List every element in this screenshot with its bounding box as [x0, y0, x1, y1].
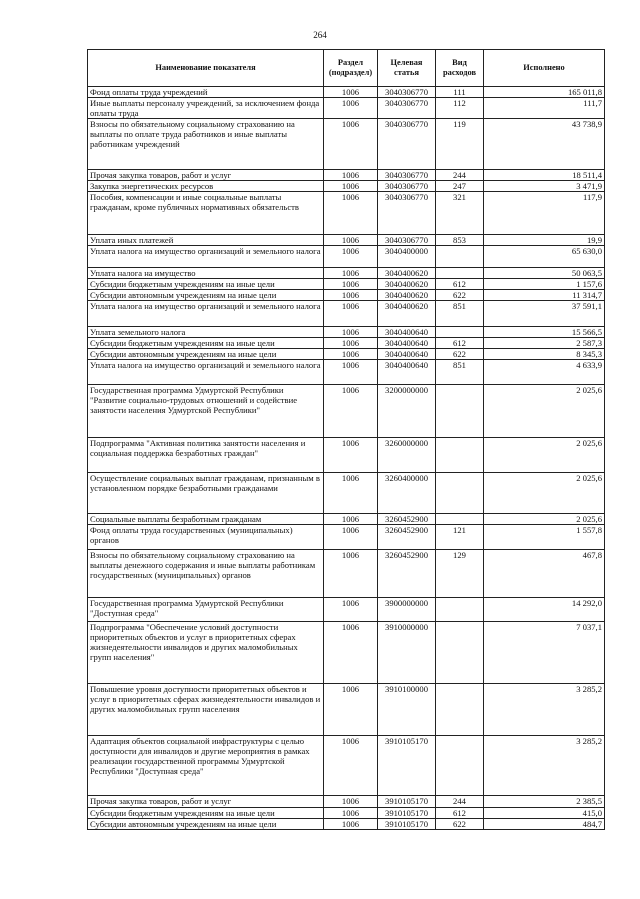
- row-value: 2 385,5: [484, 796, 605, 808]
- row-section: 1006: [324, 349, 378, 360]
- row-value: 43 738,9: [484, 119, 605, 170]
- row-article: 3910105170: [378, 819, 436, 830]
- row-value: 50 063,5: [484, 268, 605, 279]
- row-type: 612: [436, 338, 484, 349]
- table-row: [88, 808, 605, 819]
- row-type: 244: [436, 796, 484, 808]
- row-article: 3260452900: [378, 550, 436, 598]
- row-name: Уплата налога на имущество организаций и земельного налога: [88, 301, 324, 327]
- row-type: [436, 438, 484, 473]
- row-article: 3200000000: [378, 385, 436, 438]
- row-name: Субсидии автономным учреждениям на иные цели: [88, 819, 324, 830]
- row-type: 247: [436, 181, 484, 192]
- row-type: 129: [436, 550, 484, 598]
- table-row: [88, 349, 605, 360]
- table-row: [88, 268, 605, 279]
- table-row: [88, 181, 605, 192]
- row-section: 1006: [324, 622, 378, 684]
- table-row: [88, 235, 605, 246]
- row-value: 1 157,6: [484, 279, 605, 290]
- header-type: Вид расходов: [436, 50, 484, 87]
- row-value: 11 314,7: [484, 290, 605, 301]
- row-name: Прочая закупка товаров, работ и услуг: [88, 796, 324, 808]
- row-type: 622: [436, 819, 484, 830]
- row-value: 18 511,4: [484, 170, 605, 181]
- row-name: Осуществление социальных выплат гражданам, признанным в установленном порядке безработными гражданами: [88, 473, 324, 514]
- row-section: 1006: [324, 808, 378, 819]
- row-value: 19,9: [484, 235, 605, 246]
- header-value: Исполнено: [484, 50, 605, 87]
- row-article: 3910105170: [378, 796, 436, 808]
- table-row: [88, 796, 605, 808]
- table-row: [88, 819, 605, 830]
- row-article: 3910105170: [378, 736, 436, 796]
- table-row: [88, 119, 605, 170]
- page-number: 264: [313, 30, 327, 40]
- row-name: Уплата земельного налога: [88, 327, 324, 338]
- row-type: 111: [436, 87, 484, 98]
- row-section: 1006: [324, 819, 378, 830]
- table-row: [88, 550, 605, 598]
- row-value: 7 037,1: [484, 622, 605, 684]
- row-value: 2 025,6: [484, 473, 605, 514]
- row-section: 1006: [324, 301, 378, 327]
- row-type: 612: [436, 279, 484, 290]
- row-type: [436, 473, 484, 514]
- row-article: 3260400000: [378, 473, 436, 514]
- row-name: Взносы по обязательному социальному страхованию на выплаты по оплате труда работников и иные выплаты работникам учреждений: [88, 119, 324, 170]
- row-type: 612: [436, 808, 484, 819]
- row-section: 1006: [324, 235, 378, 246]
- table-row: [88, 192, 605, 235]
- row-article: 3040306770: [378, 119, 436, 170]
- header-article: Целевая статья: [378, 50, 436, 87]
- row-name: Адаптация объектов социальной инфраструктуры с целью доступности для инвалидов и другие мероприятия в рамках реализации государственной программы Удмуртской Республики "Доступная среда": [88, 736, 324, 796]
- row-article: 3040306770: [378, 192, 436, 235]
- row-name: Подпрограмма "Обеспечение условий доступности приоритетных объектов и услуг в приоритетных сферах жизнедеятельности инвалидов и других маломобильных групп населения": [88, 622, 324, 684]
- row-section: 1006: [324, 268, 378, 279]
- row-type: 119: [436, 119, 484, 170]
- row-type: [436, 268, 484, 279]
- row-section: 1006: [324, 98, 378, 119]
- row-value: 2 025,6: [484, 385, 605, 438]
- table-body: [88, 87, 605, 830]
- row-article: 3910100000: [378, 684, 436, 736]
- row-value: 484,7: [484, 819, 605, 830]
- row-name: Субсидии бюджетным учреждениям на иные цели: [88, 338, 324, 349]
- row-type: 244: [436, 170, 484, 181]
- row-article: 3040400620: [378, 290, 436, 301]
- row-name: Субсидии бюджетным учреждениям на иные цели: [88, 808, 324, 819]
- row-section: 1006: [324, 192, 378, 235]
- table-row: [88, 301, 605, 327]
- row-name: Повышение уровня доступности приоритетных объектов и услуг в приоритетных сферах жизнедеятельности инвалидов и других маломобильных групп населения: [88, 684, 324, 736]
- row-name: Фонд оплаты труда учреждений: [88, 87, 324, 98]
- table-row: [88, 514, 605, 525]
- row-value: 8 345,3: [484, 349, 605, 360]
- row-section: 1006: [324, 170, 378, 181]
- row-value: 2 025,6: [484, 514, 605, 525]
- row-type: [436, 736, 484, 796]
- table-row: [88, 338, 605, 349]
- row-value: 415,0: [484, 808, 605, 819]
- row-value: 3 471,9: [484, 181, 605, 192]
- table-row: [88, 684, 605, 736]
- row-section: 1006: [324, 550, 378, 598]
- row-type: [436, 684, 484, 736]
- row-section: 1006: [324, 360, 378, 385]
- row-name: Фонд оплаты труда государственных (муниципальных) органов: [88, 525, 324, 550]
- row-article: 3040400640: [378, 338, 436, 349]
- table-row: [88, 170, 605, 181]
- row-section: 1006: [324, 525, 378, 550]
- row-value: 165 011,8: [484, 87, 605, 98]
- row-article: 3040400620: [378, 279, 436, 290]
- row-section: 1006: [324, 181, 378, 192]
- row-section: 1006: [324, 290, 378, 301]
- row-article: 3900000000: [378, 598, 436, 622]
- row-section: 1006: [324, 438, 378, 473]
- row-article: 3910000000: [378, 622, 436, 684]
- row-type: [436, 385, 484, 438]
- row-section: 1006: [324, 279, 378, 290]
- header-section: Раздел (подраздел): [324, 50, 378, 87]
- row-section: 1006: [324, 684, 378, 736]
- row-type: 622: [436, 290, 484, 301]
- row-article: 3040400620: [378, 301, 436, 327]
- row-article: 3040400640: [378, 349, 436, 360]
- row-value: 3 285,2: [484, 736, 605, 796]
- row-section: 1006: [324, 87, 378, 98]
- row-type: [436, 598, 484, 622]
- row-section: 1006: [324, 736, 378, 796]
- row-article: 3040306770: [378, 87, 436, 98]
- row-article: 3040306770: [378, 235, 436, 246]
- table-row: [88, 98, 605, 119]
- row-article: 3040306770: [378, 181, 436, 192]
- row-value: 2 025,6: [484, 438, 605, 473]
- row-name: Государственная программа Удмуртской Республики "Доступная среда": [88, 598, 324, 622]
- row-name: Социальные выплаты безработным гражданам: [88, 514, 324, 525]
- row-type: 321: [436, 192, 484, 235]
- table-row: [88, 385, 605, 438]
- row-section: 1006: [324, 385, 378, 438]
- row-name: Уплата налога на имущество организаций и земельного налога: [88, 360, 324, 385]
- row-article: 3260000000: [378, 438, 436, 473]
- row-name: Уплата иных платежей: [88, 235, 324, 246]
- row-type: 622: [436, 349, 484, 360]
- row-type: 851: [436, 301, 484, 327]
- row-value: 65 630,0: [484, 246, 605, 268]
- row-name: Субсидии автономным учреждениям на иные цели: [88, 349, 324, 360]
- row-value: 37 591,1: [484, 301, 605, 327]
- table-row: [88, 87, 605, 98]
- row-value: 117,9: [484, 192, 605, 235]
- row-value: 3 285,2: [484, 684, 605, 736]
- row-article: 3040400620: [378, 268, 436, 279]
- row-name: Закупка энергетических ресурсов: [88, 181, 324, 192]
- table-row: [88, 279, 605, 290]
- table-header-row: [88, 50, 605, 87]
- table-row: [88, 246, 605, 268]
- table-row: [88, 290, 605, 301]
- row-name: Прочая закупка товаров, работ и услуг: [88, 170, 324, 181]
- row-value: 467,8: [484, 550, 605, 598]
- row-section: 1006: [324, 796, 378, 808]
- row-section: 1006: [324, 598, 378, 622]
- table-row: [88, 525, 605, 550]
- row-value: 2 587,3: [484, 338, 605, 349]
- table-row: [88, 360, 605, 385]
- row-type: [436, 622, 484, 684]
- table-row: [88, 473, 605, 514]
- row-article: 3910105170: [378, 808, 436, 819]
- row-article: 3040400000: [378, 246, 436, 268]
- row-article: 3040306770: [378, 98, 436, 119]
- table-row: [88, 327, 605, 338]
- row-type: 121: [436, 525, 484, 550]
- table-row: [88, 598, 605, 622]
- row-section: 1006: [324, 246, 378, 268]
- row-type: 112: [436, 98, 484, 119]
- header-name: Наименование показателя: [88, 50, 324, 87]
- row-type: 851: [436, 360, 484, 385]
- table-row: [88, 736, 605, 796]
- row-type: [436, 514, 484, 525]
- row-name: Уплата налога на имущество: [88, 268, 324, 279]
- table-row: [88, 622, 605, 684]
- row-article: 3040400640: [378, 327, 436, 338]
- row-value: 1 557,8: [484, 525, 605, 550]
- row-name: Иные выплаты персоналу учреждений, за исключением фонда оплаты труда: [88, 98, 324, 119]
- row-value: 4 633,9: [484, 360, 605, 385]
- row-article: 3040400640: [378, 360, 436, 385]
- row-name: Уплата налога на имущество организаций и земельного налога: [88, 246, 324, 268]
- row-type: 853: [436, 235, 484, 246]
- budget-table: [87, 49, 605, 830]
- row-value: 15 566,5: [484, 327, 605, 338]
- row-value: 14 292,0: [484, 598, 605, 622]
- row-name: Пособия, компенсации и иные социальные выплаты гражданам, кроме публичных нормативных обязательств: [88, 192, 324, 235]
- row-name: Субсидии бюджетным учреждениям на иные цели: [88, 279, 324, 290]
- row-section: 1006: [324, 338, 378, 349]
- row-section: 1006: [324, 514, 378, 525]
- table-row: [88, 438, 605, 473]
- row-section: 1006: [324, 473, 378, 514]
- row-type: [436, 246, 484, 268]
- row-name: Субсидии автономным учреждениям на иные цели: [88, 290, 324, 301]
- row-article: 3260452900: [378, 525, 436, 550]
- row-value: 111,7: [484, 98, 605, 119]
- row-name: Взносы по обязательному социальному страхованию на выплаты денежного содержания и иные выплаты работникам государственных (муниципальных) органов: [88, 550, 324, 598]
- row-name: Государственная программа Удмуртской Республики "Развитие социально-трудовых отношений и содействие занятости населения Удмуртской Республики": [88, 385, 324, 438]
- row-section: 1006: [324, 119, 378, 170]
- row-name: Подпрограмма "Активная политика занятости населения и социальная поддержка безработных граждан": [88, 438, 324, 473]
- row-section: 1006: [324, 327, 378, 338]
- row-article: 3260452900: [378, 514, 436, 525]
- row-article: 3040306770: [378, 170, 436, 181]
- row-type: [436, 327, 484, 338]
